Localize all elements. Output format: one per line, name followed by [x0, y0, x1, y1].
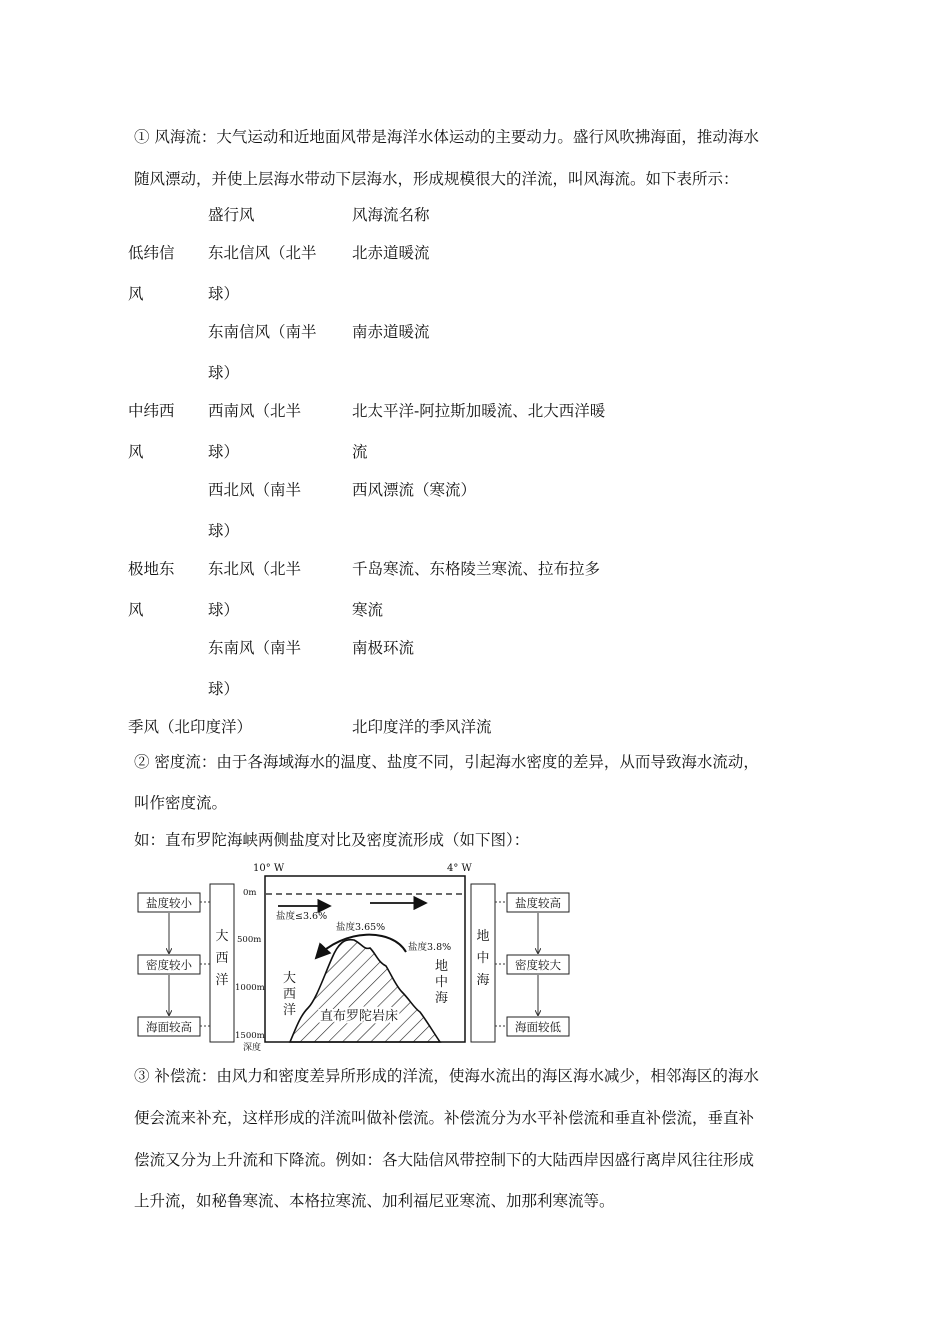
right-chain [471, 884, 569, 1042]
table-current: 西风漂流（寒流） [352, 481, 477, 499]
table-belt: 极地东 [128, 560, 175, 578]
table-wind: 球） [208, 680, 240, 698]
atlantic-label-char: 西 [215, 951, 229, 966]
table-belt: 低纬信 [128, 244, 175, 262]
paragraph-compensation-current-line4: 上升流，如秘鲁寒流、本格拉寒流、加利福尼亚寒流、加那利寒流等。 [134, 1192, 615, 1210]
salinity-label: 盐度≤3.6% [276, 911, 328, 922]
longitude-right: 4° W [447, 863, 472, 874]
table-wind: 东北风（北半 [208, 560, 302, 578]
salinity-label: 盐度3.8% [408, 942, 452, 953]
left-box-density-label: 密度较小 [146, 958, 192, 972]
table-wind: 球） [208, 285, 240, 303]
table-wind: 球） [208, 443, 240, 461]
table-current: 千岛寒流、东格陵兰寒流、拉布拉多 [352, 560, 601, 578]
left-box-sea-level-label: 海面较高 [146, 1020, 192, 1034]
table-wind: 球） [208, 364, 240, 382]
table-wind: 球） [208, 522, 240, 540]
paragraph-compensation-current-line3: 偿流又分为上升流和下降流。例如：各大陆信风带控制下的大陆西岸因盛行离岸风往往形成 [134, 1151, 755, 1169]
inner-mediterranean-char: 海 [435, 991, 449, 1006]
inner-mediterranean-char: 中 [435, 975, 449, 990]
inner-atlantic-char: 西 [283, 987, 297, 1002]
right-box-density-label: 密度较大 [515, 958, 561, 972]
atlantic-label-char: 大 [215, 929, 229, 944]
table-current: 南赤道暖流 [352, 323, 430, 341]
table-belt: 风 [128, 601, 144, 619]
table-current: 北太平洋-阿拉斯加暖流、北大西洋暖 [352, 402, 606, 420]
inner-atlantic-char: 洋 [283, 1003, 297, 1018]
paragraph-wind-current-line1: ① 风海流：大气运动和近地面风带是海洋水体运动的主要动力。盛行风吹拂海面，推动海水 [134, 128, 759, 146]
right-box-salinity-label: 盐度较高 [515, 896, 561, 910]
cross-section [235, 863, 473, 1053]
paragraph-density-current-line1: ② 密度流：由于各海域海水的温度、盐度不同，引起海水密度的差异，从而导致海水流动， [134, 753, 759, 771]
depth-tick: 500m [237, 935, 262, 945]
depth-tick: 1000m [235, 983, 265, 993]
paragraph-wind-current-line2: 随风漂动，并使上层海水带动下层海水，形成规模很大的洋流，叫风海流。如下表所示： [134, 170, 739, 188]
depth-tick: 0m [243, 888, 257, 898]
gibraltar-density-current-figure [130, 858, 580, 1054]
table-belt: 风 [128, 285, 144, 303]
inner-atlantic-char: 大 [283, 971, 297, 986]
table-wind: 东南信风（南半 [208, 323, 317, 341]
gibraltar-bed [290, 940, 440, 1042]
table-current: 南极环流 [352, 639, 415, 657]
table-monsoon-current: 北印度洋的季风洋流 [352, 718, 492, 736]
paragraph-compensation-current-line1: ③ 补偿流：由风力和密度差异所形成的洋流，使海水流出的海区海水减少，相邻海区的海水 [134, 1067, 759, 1085]
mediterranean-label-char: 海 [476, 973, 490, 988]
left-box-salinity-label: 盐度较小 [146, 896, 192, 910]
table-wind: 西北风（南半 [208, 481, 302, 499]
table-wind: 球） [208, 601, 240, 619]
table-header-wind: 盛行风 [208, 206, 255, 224]
table-current: 流 [352, 443, 368, 461]
depth-tick: 1500m [235, 1031, 265, 1041]
atlantic-label-char: 洋 [215, 973, 229, 988]
paragraph-compensation-current-line2: 便会流来补充，这样形成的洋流叫做补偿流。补偿流分为水平补偿流和垂直补偿流，垂直补 [134, 1109, 755, 1127]
longitude-left: 10° W [253, 863, 285, 874]
depth-axis-label: 深度 [243, 1043, 262, 1053]
inner-mediterranean-char: 地 [435, 959, 449, 974]
mediterranean-label-char: 地 [476, 929, 490, 944]
table-monsoon-wind: 季风（北印度洋） [128, 718, 253, 736]
right-box-sea-level-label: 海面较低 [515, 1020, 561, 1034]
table-current: 北赤道暖流 [352, 244, 430, 262]
table-header-current: 风海流名称 [352, 206, 430, 224]
table-wind: 东南风（南半 [208, 639, 302, 657]
table-current: 寒流 [352, 601, 384, 619]
table-belt: 风 [128, 443, 144, 461]
left-chain [138, 884, 234, 1042]
table-belt: 中纬西 [128, 402, 175, 420]
table-wind: 西南风（北半 [208, 402, 302, 420]
paragraph-density-current-line2: 叫作密度流。 [134, 794, 228, 812]
salinity-label: 盐度3.65% [336, 922, 386, 933]
table-wind: 东北信风（北半 [208, 244, 317, 262]
mediterranean-label-char: 中 [476, 951, 490, 966]
figure-caption: 如：直布罗陀海峡两侧盐度对比及密度流形成（如下图）： [134, 831, 530, 849]
bed-label: 直布罗陀岩床 [320, 1009, 399, 1024]
